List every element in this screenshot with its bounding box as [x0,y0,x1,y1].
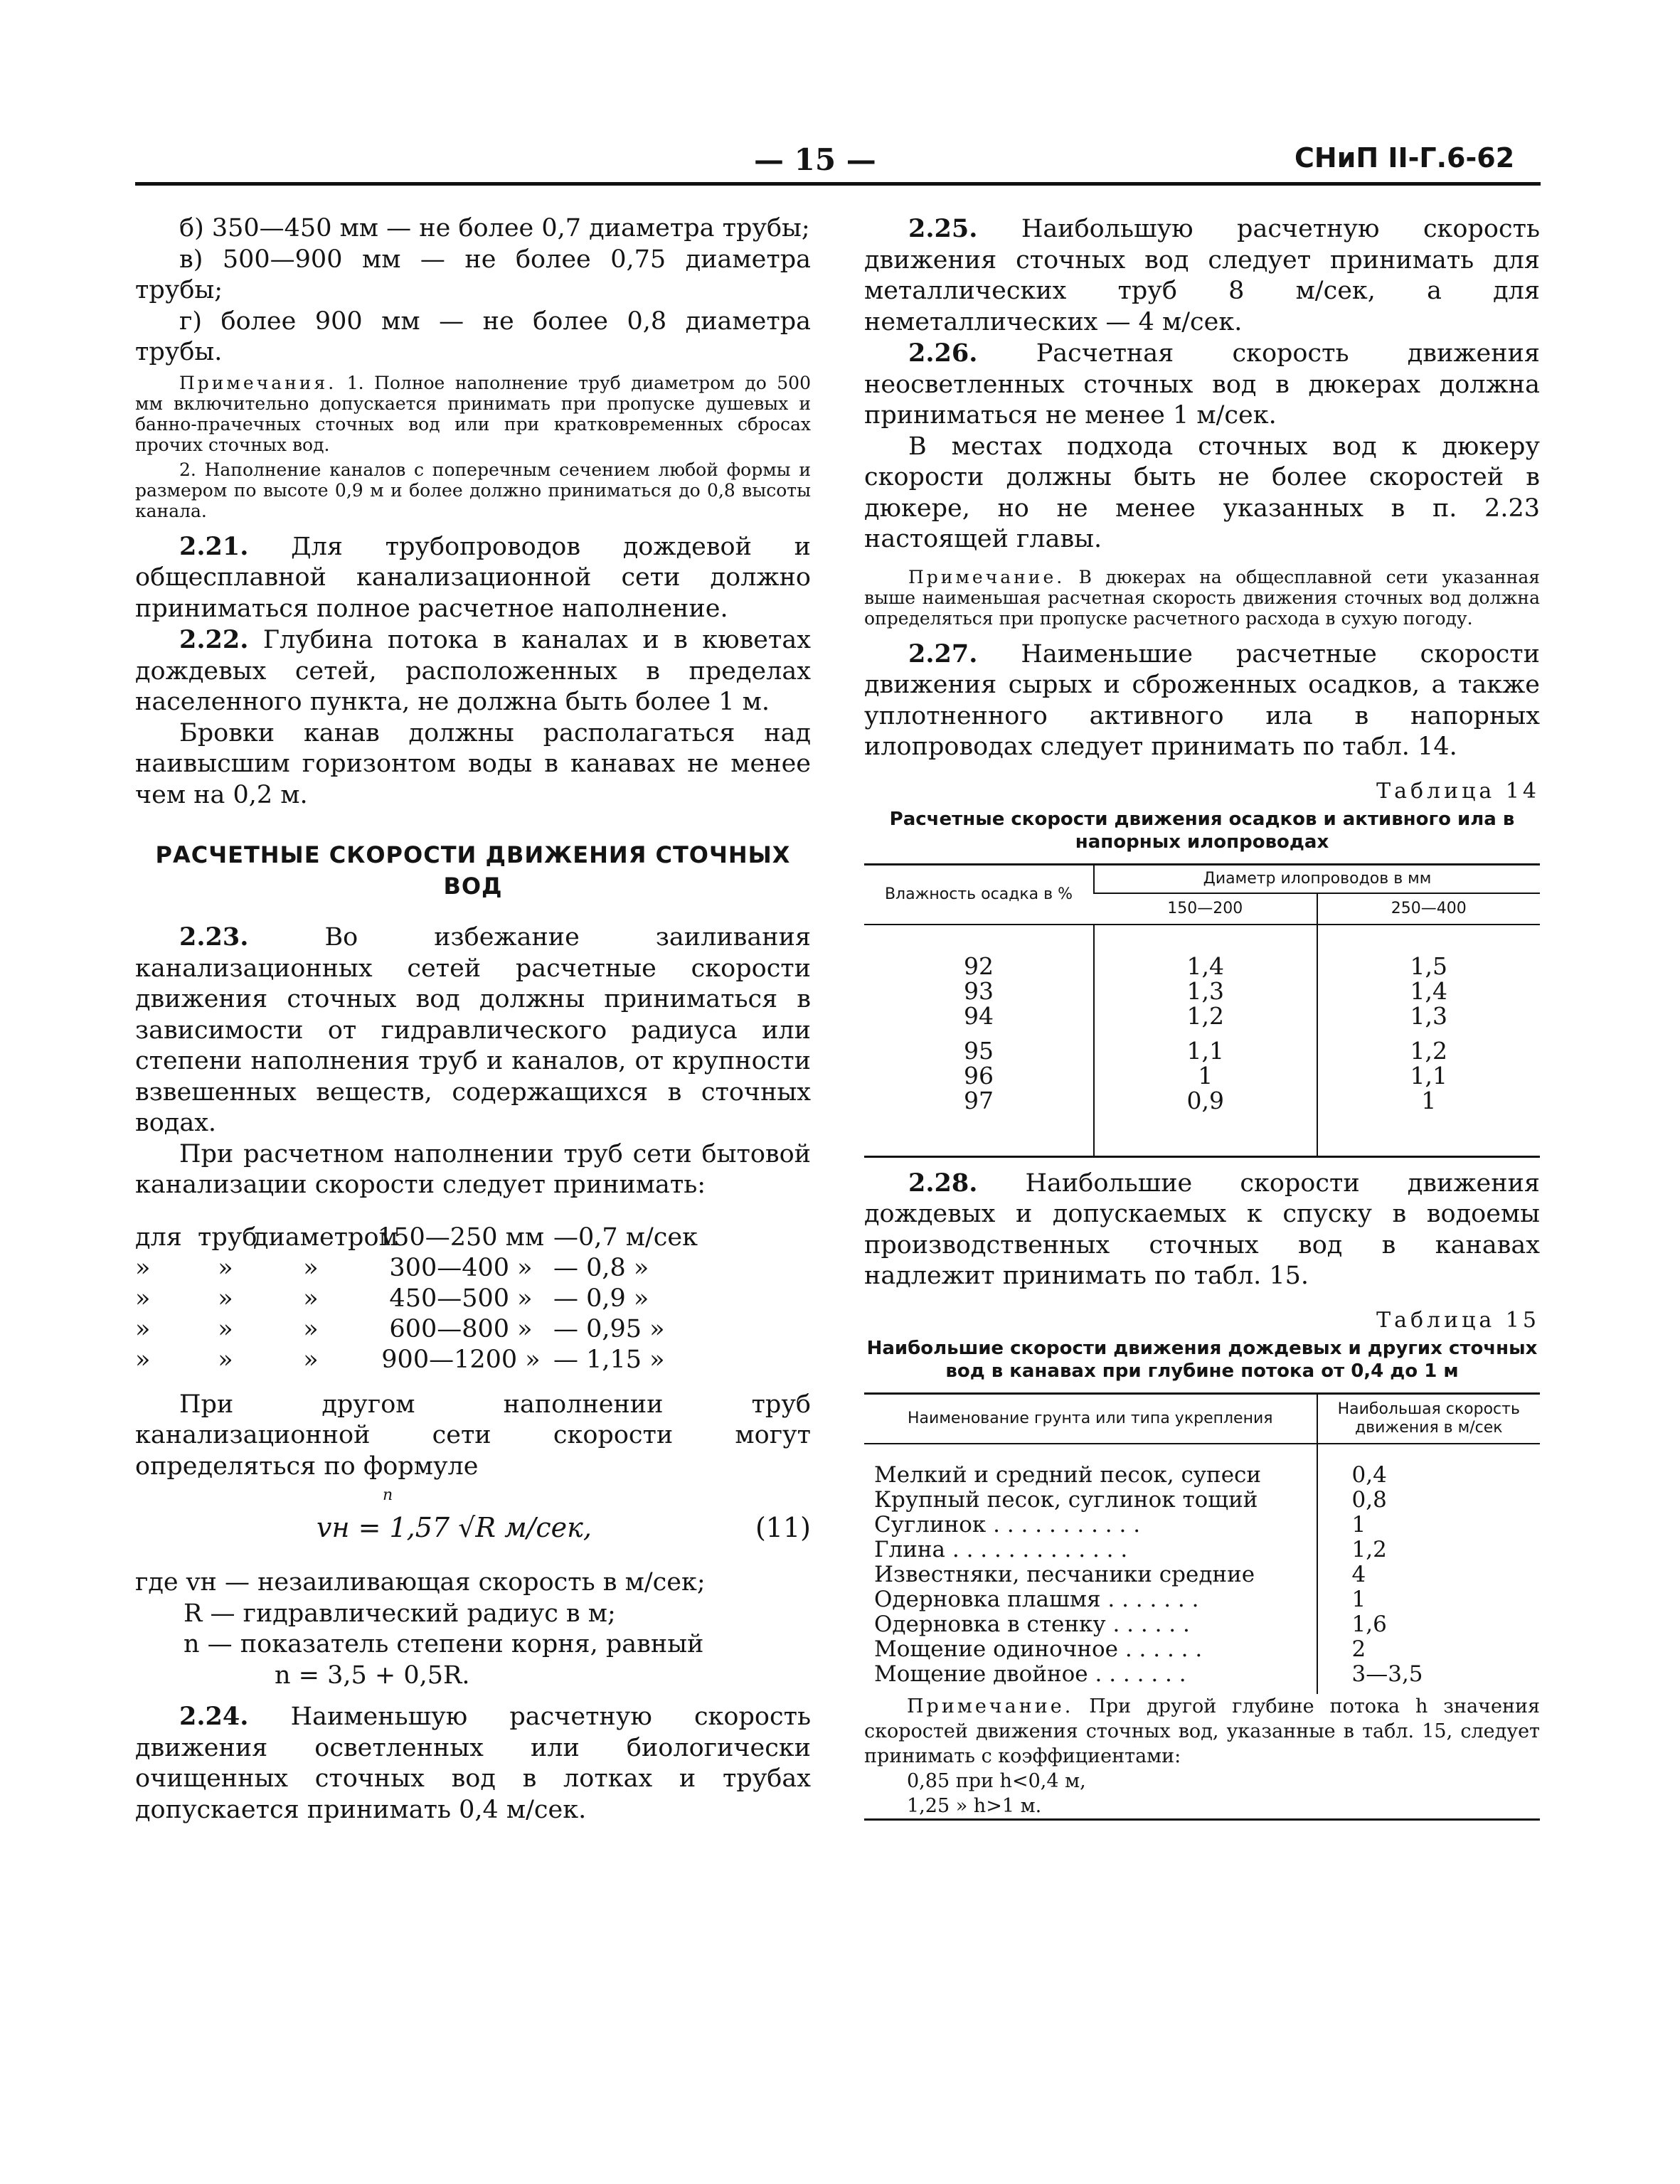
clause-number: 2.23. [179,922,249,952]
clause-number: 2.28. [908,1168,978,1198]
clause-number: 2.21. [179,531,249,561]
paragraph-2-23: 2.23. Во избежание заиливания канализационных сетей расчетные скорости движения сточных вод должны приниматься в зависимости от гидравлического радиуса или степени наполнения труб и каналов, от крупности взвешенных веществ, содержащихся в сточных водах. [135,922,811,1137]
table-14-title: Расчетные скорости движения осадков и активного ила в напорных илопроводах [889,808,1515,853]
speed-row: » » » 450—500 » — 0,9 » [135,1284,649,1313]
table-header: Влажность осадка в % [864,864,1094,925]
paragraph-2-26-b: В местах подхода сточных вод к дюкеру скорости должны быть не более скоростей в дюкере, но не менее указанных в п. 2.23 настоящей главы. [864,432,1540,553]
speed-row: » » » 900—1200 » — 1,15 » [135,1345,665,1374]
table-row: Мелкий и средний песок, супеси Крупный песок, суглинок тощий Суглинок . . . . . . . . . . . Глина . . . . . . . . . . . . . Известняки, песчаники средние Одерновка плашмя . . . . . . . Одерновка в стенку . . . . . . Мощение одиночное . . . . . . Мощение двойное . . . . . . . 0,4 0,8 1 1,2 4 1 1,6 2 3—3,5 [864,1444,1540,1694]
table-15-note: Примечание. При другой глубине потока h значения скоростей движения сточных вод, указанные в табл. 15, следует принимать с коэффициентами: 0,85 при h<0,4 м, 1,25 » h>1 м. [864,1695,1540,1817]
paragraph-2-22-b: Бровки канав должны располагаться над наивысшим горизонтом воды в канавах не менее чем на 0,2 м. [135,718,811,809]
right-column [864,213,1540,1821]
speed-row: » » » 300—400 » — 0,8 » [135,1253,649,1282]
table-row: 92 93 94 1,4 1,3 1,2 1,5 1,4 1,3 [864,925,1540,1028]
table-header: Наибольшая скорость движения в м/сек [1317,1393,1541,1444]
note-2-26: Примечание. В дюкерах на общесплавной сети указанная выше наименьшая расчетная скорость движения сточных вод должна определяться при пропуске расчетного расхода в сухую погоду. [864,566,1540,629]
speed-row: » » » 600—800 » — 0,95 » [135,1314,665,1343]
note-1-text: 1. Полное наполнение труб диаметром до 500 мм включительно допускается принимать при пропуске душевых и банно-прачечных сточных вод или при кратковременных сбросах прочих сточных вод. [135,372,811,455]
paragraph-2-21: 2.21. Для трубопроводов дождевой и общесплавной канализационной сети должно приниматься полное расчетное наполнение. [135,531,811,623]
clause-number: 2.26. [908,339,978,368]
speed-row: для труб диаметром 150—250 мм —0,7 м/сек [135,1222,698,1252]
document-code: СНиП II-Г.6-62 [1294,142,1515,174]
notes-label: Примечания. [179,372,337,393]
header-rule [135,182,1541,186]
table-header: 250—400 [1317,893,1541,925]
list-item-b: б) 350—450 мм — не более 0,7 диаметра трубы; [179,214,810,243]
section-title: РАСЧЕТНЫЕ СКОРОСТИ ДВИЖЕНИЯ СТОЧНЫХ ВОД [155,841,791,900]
formula-11 [135,1482,811,1567]
clause-number: 2.27. [908,639,978,668]
formula-index: n [383,1486,393,1504]
left-column [135,213,811,1826]
clause-number: 2.24. [179,1702,249,1731]
speed-list [135,1222,811,1375]
formula-expression: vн = 1,57 √R м/сек, [317,1512,592,1543]
list-item-g: г) более 900 мм — не более 0,8 диаметра трубы. [135,307,811,366]
note-label: Примечание. [908,566,1065,587]
table-15-title: Наибольшие скорости движения дождевых и других сточных вод в канавах при глубине потока от 0,4 до 1 м [866,1337,1538,1382]
paragraph-2-24: 2.24. Наименьшую расчетную скорость движения осветленных или биологически очищенных сточных вод в лотках и трубах допускается принимать 0,4 м/сек. [135,1702,811,1824]
page-number: — 15 — [754,142,876,177]
list-item-v: в) 500—900 мм — не более 0,75 диаметра трубы; [135,245,811,304]
notes-2: 2. Наполнение каналов с поперечным сечением любой формы и размером по высоте 0,9 м и более должно приниматься до 0,8 высоты канала. [135,459,811,521]
table-15-caption: Таблица 15 [1376,1307,1540,1333]
paragraph-2-27: 2.27. Наименьшие расчетные скорости движения сырых и сброженных осадков, а также уплотненного активного ила в напорных илопроводах следует принимать по табл. 14. [864,639,1540,761]
table-row: 95 96 97 1,1 1 0,9 1,2 1,1 1 [864,1028,1540,1157]
table-14-caption: Таблица 14 [1376,778,1540,804]
paragraph-2-28: 2.28. Наибольшие скорости движения дождевых и допускаемых к спуску в водоемы производственных сточных вод в канавах надлежит принимать по табл. 15. [864,1168,1540,1290]
paragraph-2-22: 2.22. Глубина потока в каналах и в кюветах дождевых сетей, расположенных в пределах населенного пункта, не должна быть более 1 м. [135,625,811,716]
formula-number: (11) [755,1512,811,1543]
table-14 [864,863,1540,1158]
formula-legend: где vн — незаиливающая скорость в м/сек; R — гидравлический радиус в м; n — показатель степени корня, равный n = 3,5 + 0,5R. [135,1568,706,1690]
paragraph-2-23-c: При другом наполнении труб канализационной сети скорости могут определяться по формуле [135,1390,811,1481]
paragraph-2-26: 2.26. Расчетная скорость движения неосветленных сточных вод в дюкерах должна приниматься не менее 1 м/сек. [864,339,1540,430]
table-header: 150—200 [1094,893,1317,925]
table-header: Наименование грунта или типа укрепления [864,1393,1317,1444]
paragraph-2-25: 2.25. Наибольшую расчетную скорость движения сточных вод следует принимать для металлических труб 8 м/сек, а для неметаллических — 4 м/сек. [864,214,1540,336]
table-header: Диаметр илопроводов в мм [1094,864,1540,893]
notes-1 [135,373,811,455]
clause-number: 2.22. [179,625,249,654]
paragraph-2-23-b: При расчетном наполнении труб сети бытовой канализации скорости следует принимать: [135,1139,811,1199]
table-15 [864,1392,1540,1821]
clause-number: 2.25. [908,214,978,243]
